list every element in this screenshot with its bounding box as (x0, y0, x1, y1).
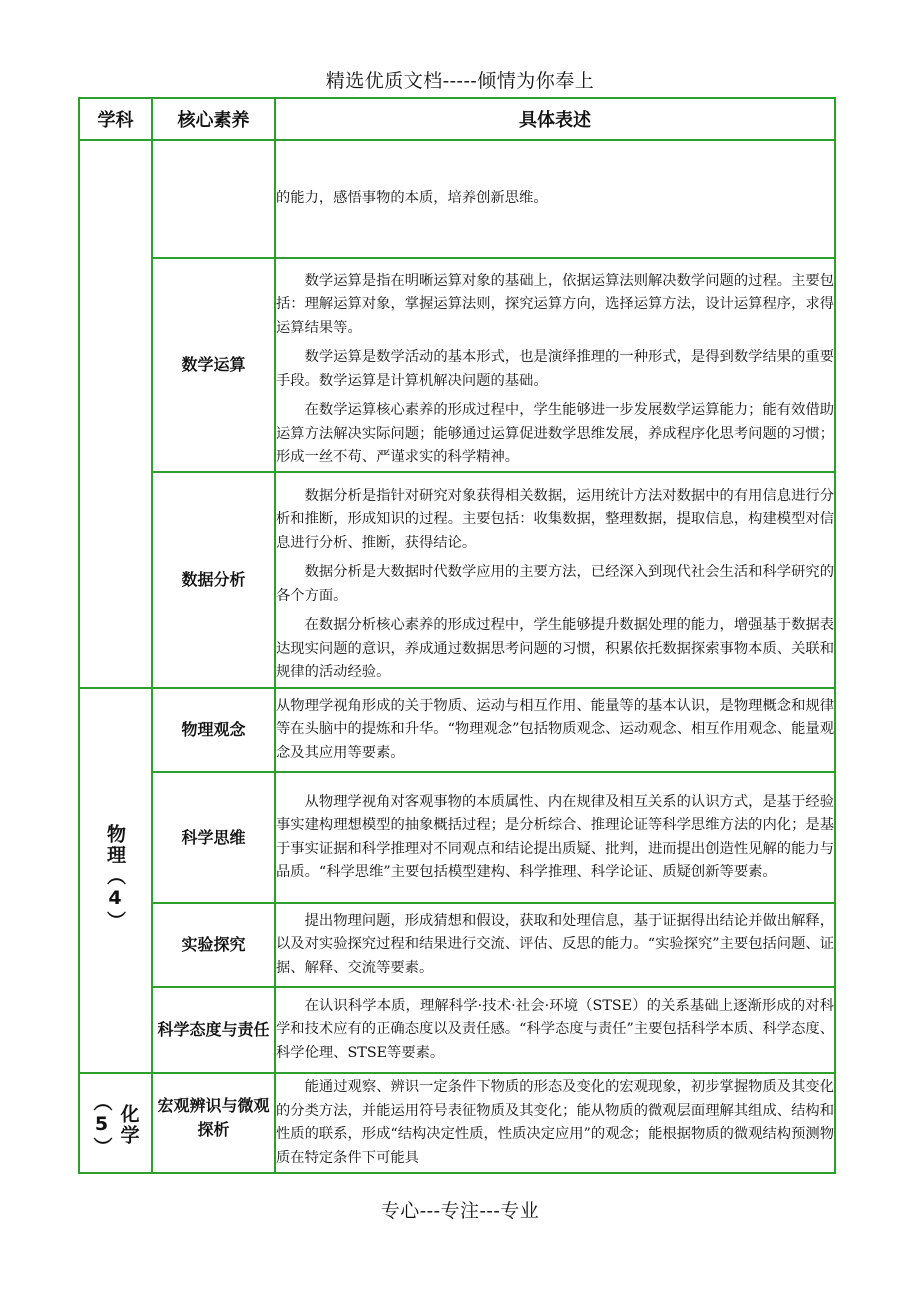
desc-paragraph: 数学运算是指在明晰运算对象的基础上，依据运算法则解决数学问题的过程。主要包括：理解运算对象，掌握运算法则，探究运算方向，选择运算方法，设计运算程序，求得运算结果等。 (276, 272, 834, 336)
table-row (79, 140, 835, 258)
col-header-core: 核心素养 (152, 98, 275, 140)
desc-paragraph: 在认识科学本质，理解科学·技术·社会·环境（STSE）的关系基础上逐渐形成的对科学和技术应有的正确态度以及责任感。“科学态度与责任”主要包括科学本质、科学态度、科学伦理、STSE等要素。 (276, 997, 834, 1061)
desc-paragraph: 提出物理问题，形成猜想和假设，获取和处理信息，基于证据得出结论并做出解释，以及对实验探究过程和结果进行交流、评估、反思的能力。“实验探究”主要包括问题、证据、解释、交流等要素。 (276, 912, 834, 976)
core-literacy-table (78, 97, 836, 1174)
core-cell: 物理观念 (152, 688, 275, 772)
page-footer: 专心---专注---专业 (380, 1200, 540, 1222)
core-cell: 数据分析 (152, 472, 275, 688)
page-header: 精选优质文档-----倾情为你奉上 (325, 70, 595, 92)
core-cell: 实验探究 (152, 903, 275, 987)
table-row (79, 987, 835, 1073)
subject-label: 物理（4） (104, 824, 126, 932)
core-cell: 数学运算 (152, 258, 275, 472)
desc-cell (275, 258, 835, 472)
table-row (79, 772, 835, 903)
desc-cell (275, 472, 835, 688)
desc-cell (275, 1073, 835, 1173)
subject-label: 化学（5） (90, 1092, 140, 1158)
desc-paragraph: 数据分析是大数据时代数学应用的主要方法，已经深入到现代社会生活和科学研究的各个方面。 (276, 564, 834, 604)
col-header-desc: 具体表述 (275, 98, 835, 140)
core-cell (152, 140, 275, 258)
desc-paragraph: 从物理学视角形成的关于物质、运动与相互作用、能量等的基本认识，是物理概念和规律等在头脑中的提炼和升华。“物理观念”包括物质观念、运动观念、相互作用观念、能量观念及其应用等要素。 (276, 697, 834, 761)
table-row (79, 1073, 835, 1173)
table-row (79, 258, 835, 472)
desc-paragraph: 从物理学视角对客观事物的本质属性、内在规律及相互关系的认识方式，是基于经验事实建构理想模型的抽象概括过程；是分析综合、推理论证等科学思维方法的内化；是基于事实证据和科学推理对不同观点和结论提出质疑、批判，进而提出创造性见解的能力与品质。“科学思维”主要包括模型建构、科学推理、科学论证、质疑创新等要素。 (276, 793, 834, 880)
subject-cell-chemistry (79, 1073, 152, 1173)
core-cell: 科学态度与责任 (152, 987, 275, 1073)
table-row (79, 903, 835, 987)
core-cell: 宏观辨识与微观探析 (152, 1073, 275, 1173)
subject-cell-physics (79, 688, 152, 1073)
desc-cell (275, 140, 835, 258)
desc-paragraph: 能通过观察、辨识一定条件下物质的形态及变化的宏观现象，初步掌握物质及其变化的分类方法，并能运用符号表征物质及其变化；能从物质的微观层面理解其组成、结构和性质的联系，形成“结构决定性质，性质决定应用”的观念；能根据物质的微观结构预测物质在特定条件下可能具 (276, 1079, 834, 1166)
subject-cell-math (79, 140, 152, 688)
col-header-subject: 学科 (79, 98, 152, 140)
core-cell: 科学思维 (152, 772, 275, 903)
desc-paragraph: 数学运算是数学活动的基本形式，也是演绎推理的一种形式，是得到数学结果的重要手段。数学运算是计算机解决问题的基础。 (276, 349, 834, 389)
desc-paragraph: 的能力，感悟事物的本质，培养创新思维。 (276, 190, 548, 207)
table-row (79, 472, 835, 688)
table-header-row (79, 98, 835, 140)
desc-cell (275, 903, 835, 987)
desc-paragraph: 数据分析是指针对研究对象获得相关数据，运用统计方法对数据中的有用信息进行分析和推断，形成知识的过程。主要包括：收集数据，整理数据，提取信息，构建模型对信息进行分析、推断，获得结论。 (276, 487, 834, 551)
desc-cell (275, 772, 835, 903)
desc-cell (275, 987, 835, 1073)
desc-paragraph: 在数据分析核心素养的形成过程中，学生能够提升数据处理的能力，增强基于数据表达现实问题的意识，养成通过数据思考问题的习惯，积累依托数据探索事物本质、关联和规律的活动经验。 (276, 617, 834, 680)
desc-paragraph: 在数学运算核心素养的形成过程中，学生能够进一步发展数学运算能力；能有效借助运算方法解决实际问题；能够通过运算促进数学思维发展，养成程序化思考问题的习惯；形成一丝不苟、严谨求实的科学精神。 (276, 402, 834, 465)
table-row (79, 688, 835, 772)
desc-cell (275, 688, 835, 772)
